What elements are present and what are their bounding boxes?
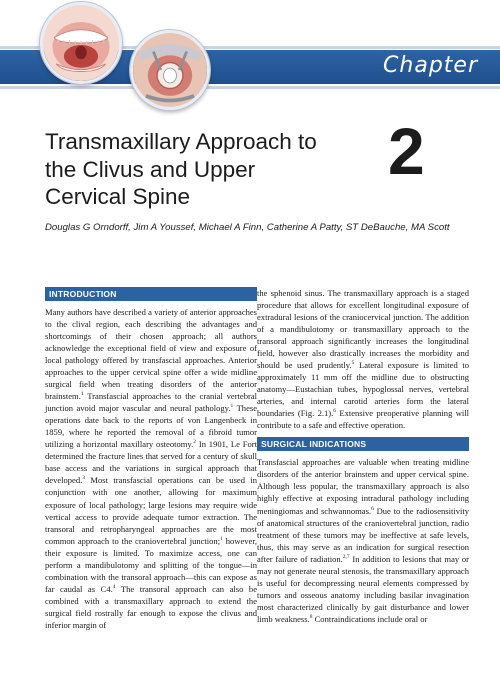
- title-line-3: Cervical Spine: [45, 184, 191, 209]
- introduction-paragraph: Many authors have described a variety of anterior approaches to the clival region, each describing the advantages and shortcomings of their chosen approach; all authors acknowledge the exceptional field of view and exposure of local pathology offered by transfascial approaches. Anterior approaches to the upper cervical spine offer a wide midline surgical field when treating disorders of the anterior brainstem.$^1$ Transfascial approaches to the cranial vertebral junction avoid major vascular and neural pathology.$^1$ These operations date back to the reports of von Langenbeck in 1859, where he reported the removal of a fibroid tumor utilizing a horizontal maxillary osteotomy.$^2$ In 1901, Le Fort determined the fracture lines that served for a century of skull base access and the variations in surgical approach that developed.$^3$ Most transfascial operations can be used in conjunction with one another, allowing for maximum exposure of local pathology; large lesions may require wide vertical access to provide adequate tumor extraction. The transoral and retropharyngeal approaches are the most common approach to the craniovertebral junction;$^1$ however, their exposure is limited. To maximize access, one can perform a mandibulotomy and splitting of the tongue—in combination with the transoral approach—this can expose as far caudal as C4.$^4$ The transoral approach can also be combined with a transmaxillary approach to extend the surgical field rostrally far enough to expose the clivus and inferior margin of: [45, 307, 257, 630]
- header-stripe-bottom: [0, 86, 500, 89]
- mouth-open-icon: [43, 5, 119, 81]
- left-column: [45, 287, 257, 631]
- author-list: Douglas G Orndorff, Jim A Youssef, Michael A Finn, Catherine A Patty, ST DeBauche, MA Scott: [45, 222, 450, 233]
- title-line-1: Transmaxillary Approach to: [45, 129, 317, 154]
- mouth-illustration-image: [40, 2, 122, 84]
- surgical-indications-heading: SURGICAL INDICATIONS: [257, 437, 469, 451]
- introduction-heading: INTRODUCTION: [45, 287, 257, 301]
- surgical-indications-paragraph: Transfascial approaches are valuable when treating midline disorders of the anterior brainstem and upper cervical spine. Although less popular, the transmaxillary approach is also highly effective at exposing intradural pathology including meningiomas and schwannomas.$^6$ Due to the radiosensitivity of anatomical structures of the craniovertebral junction, radio treatment of these tumors may be ineffective at safe levels, thus, this may serve as an indication for surgical resection after failure of radiation.$^{2,7}$ In addition to lesions that may or may not generate neural stenosis, the transmaxillary approach is useful for decompressing neural elements compressed by tumors and osseous anatomy including basilar invagination most characterized clinically by gait disturbance and lower limb weakness.$^8$ Contraindications include oral or: [257, 457, 470, 624]
- chapter-number: 2: [388, 114, 425, 188]
- right-column: [257, 287, 469, 631]
- retractor-icon: [133, 33, 207, 107]
- title-line-2: the Clivus and Upper: [45, 156, 256, 182]
- chapter-title: [45, 128, 355, 211]
- surgical-illustration-image: [130, 30, 210, 110]
- chapter-label: Chapter: [383, 53, 478, 78]
- introduction-continued-paragraph: the sphenoid sinus. The transmaxillary approach is a staged procedure that allows for excellent longitudinal exposure of extradural lesions of the craniocervical junction. The addition of a mandibulotomy or transmaxillary approach to the transoral approach significantly increases the longitudinal field, however also drastically increases the morbidity and should be used prudently.$^5$ Lateral exposure is limited to approximately 11 mm off the midline due to obstructing anatomy—Eustachian tubes, hypoglossal nerves, vertebral arteries, and internal carotid arteries form the lateral boundaries (Fig. 2.1).$^6$ Extensive preoperative planning will contribute to a safe and effective operation.: [257, 288, 469, 431]
